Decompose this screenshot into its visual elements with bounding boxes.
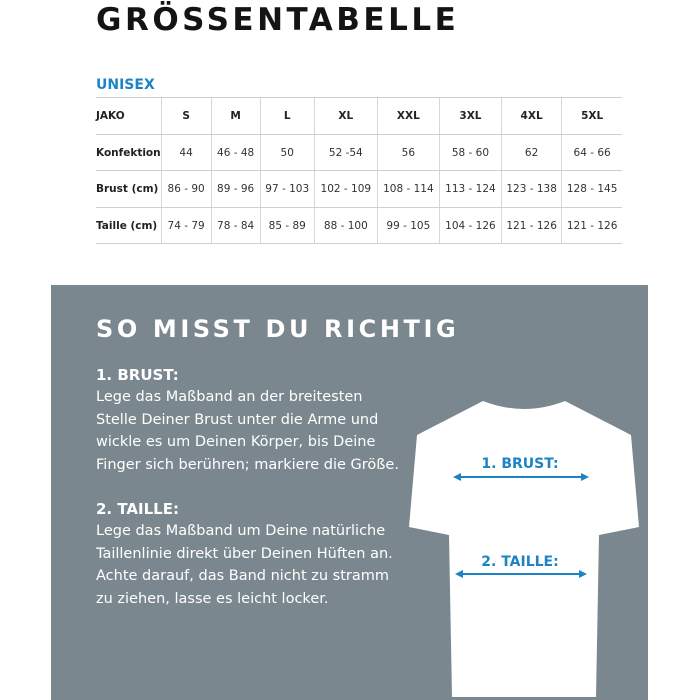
page-title: GRÖSSENTABELLE <box>96 2 460 38</box>
table-cell: 46 - 48 <box>211 135 260 171</box>
table-cell: 88 - 100 <box>314 208 377 244</box>
header-cell: L <box>260 98 314 135</box>
table-cell: 108 - 114 <box>377 171 439 208</box>
header-cell: 4XL <box>501 98 561 135</box>
table-cell: 102 - 109 <box>314 171 377 208</box>
table-cell: 128 - 145 <box>562 171 622 208</box>
table-cell: 97 - 103 <box>260 171 314 208</box>
table-cell: 113 - 124 <box>439 171 501 208</box>
table-cell: 121 - 126 <box>501 208 561 244</box>
header-cell: 5XL <box>562 98 622 135</box>
table-cell: 104 - 126 <box>439 208 501 244</box>
table-cell: 62 <box>501 135 561 171</box>
header-cell: XXL <box>377 98 439 135</box>
header-cell: S <box>161 98 211 135</box>
measure-guide-panel <box>51 285 648 700</box>
table-cell: 74 - 79 <box>161 208 211 244</box>
header-cell: JAKO <box>96 98 161 135</box>
size-table <box>96 97 622 244</box>
table-cell: 56 <box>377 135 439 171</box>
table-cell: 44 <box>161 135 211 171</box>
table-cell: 78 - 84 <box>211 208 260 244</box>
table-row <box>96 135 622 171</box>
row-label: Taille (cm) <box>96 208 161 244</box>
tshirt-icon <box>409 397 639 697</box>
table-row <box>96 171 622 208</box>
brust-section <box>96 364 399 476</box>
table-cell: 64 - 66 <box>562 135 622 171</box>
guide-title: SO MISST DU RICHTIG <box>96 315 460 343</box>
header-cell: XL <box>314 98 377 135</box>
brust-text: Lege das Maßband an der breitesten Stelle Deiner Brust unter die Arme und wickle es um Deinen Körper, bis Deine Finger sich berühren; markiere die Größe. <box>96 389 399 473</box>
table-cell: 99 - 105 <box>377 208 439 244</box>
table-cell: 121 - 126 <box>562 208 622 244</box>
table-cell: 50 <box>260 135 314 171</box>
table-cell: 52 -54 <box>314 135 377 171</box>
row-label: Brust (cm) <box>96 171 161 208</box>
taille-marker-label: 2. TAILLE: <box>481 554 559 570</box>
taille-text: Lege das Maßband um Deine natürliche Taillenlinie direkt über Deinen Hüften an. Achte darauf, das Band nicht zu stramm zu ziehen, lasse es leicht locker. <box>96 523 393 607</box>
table-cell: 86 - 90 <box>161 171 211 208</box>
row-label: Konfektion <box>96 135 161 171</box>
header-cell: 3XL <box>439 98 501 135</box>
brust-heading: 1. BRUST: <box>96 366 179 384</box>
brust-marker-label: 1. BRUST: <box>481 456 559 472</box>
table-subtitle: UNISEX <box>96 77 155 93</box>
table-row <box>96 208 622 244</box>
taille-section <box>96 498 393 610</box>
table-header-row <box>96 98 622 135</box>
table-cell: 123 - 138 <box>501 171 561 208</box>
header-cell: M <box>211 98 260 135</box>
table-cell: 58 - 60 <box>439 135 501 171</box>
table-cell: 85 - 89 <box>260 208 314 244</box>
table-cell: 89 - 96 <box>211 171 260 208</box>
taille-heading: 2. TAILLE: <box>96 500 179 518</box>
